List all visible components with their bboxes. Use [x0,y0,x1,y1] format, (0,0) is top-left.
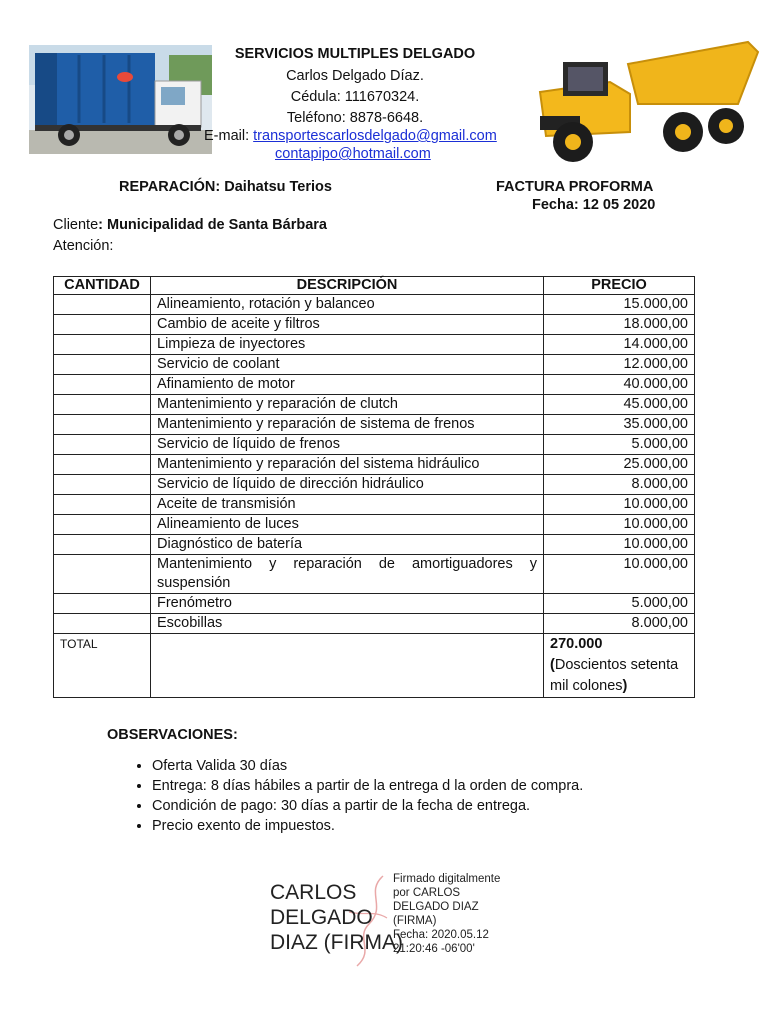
signature-info-line: DELGADO DIAZ [393,901,479,913]
qty-cell [54,555,151,594]
table-row [54,594,695,614]
qty-cell [54,515,151,535]
list-item: • Oferta Valida 30 días [152,756,732,776]
qty-cell [54,475,151,495]
attention-label: Atención: [53,238,114,254]
table-row [54,435,695,455]
table-row [54,535,695,555]
invoice-date: Fecha: 12 05 2020 [532,197,656,213]
qty-cell [54,535,151,555]
price-cell: 35.000,00 [544,415,695,435]
table-row [54,555,695,594]
garbage-truck-image [29,45,212,154]
qty-cell [54,355,151,375]
client-name: : Municipalidad de Santa Bárbara [98,217,327,233]
signature-info [393,872,500,956]
table-row [54,315,695,335]
desc-cell: Alineamiento de luces [151,515,544,535]
signature-info-line: Firmado digitalmente [393,873,501,885]
header-price: PRECIO [544,277,695,295]
price-cell: 8.000,00 [544,614,695,634]
qty-cell [54,295,151,315]
table-row [54,515,695,535]
invoice-type: FACTURA PROFORMA [496,179,654,195]
signature-name [270,880,403,955]
table-row [54,335,695,355]
client-line [53,217,327,233]
total-row [54,634,695,698]
desc-cell: Frenómetro [151,594,544,614]
desc-cell: Afinamiento de motor [151,375,544,395]
signature-name-line: DELGADO [270,906,373,929]
desc-cell: Mantenimiento y reparación de amortiguadores y suspensión [151,555,544,594]
qty-cell [54,335,151,355]
table-row [54,495,695,515]
signature-info-line: 21:20:46 -06'00' [393,943,475,955]
price-cell: 40.000,00 [544,375,695,395]
header-qty: CANTIDAD [54,277,151,295]
price-cell: 25.000,00 [544,455,695,475]
desc-cell: Cambio de aceite y filtros [151,315,544,335]
total-cell [544,634,695,698]
total-value: 270.000 [550,636,603,652]
paren-open: ( [550,657,555,673]
qty-cell [54,315,151,335]
email-link-2[interactable]: contapipo@hotmail.com [275,146,431,162]
table-header-row [54,277,695,295]
list-item: • Condición de pago: 30 días a partir de la fecha de entrega. [152,796,732,816]
total-empty-cell [151,634,544,698]
total-words: Doscientos setenta mil colones [550,657,679,694]
cedula: Cédula: 111670324. [290,89,420,105]
qty-cell [54,435,151,455]
email-line [204,126,524,146]
repair-title: REPARACIÓN: Daihatsu Terios [119,179,332,195]
total-label: TOTAL [54,634,151,698]
desc-cell: Servicio de coolant [151,355,544,375]
table-row [54,355,695,375]
table-row [54,415,695,435]
header-desc: DESCRIPCIÓN [151,277,544,295]
table-row [54,295,695,315]
items-table [53,276,695,698]
dump-truck-image [518,34,763,164]
observations-title: OBSERVACIONES: [107,727,238,743]
qty-cell [54,395,151,415]
price-cell: 10.000,00 [544,495,695,515]
client-label: Cliente [53,217,99,233]
desc-cell: Mantenimiento y reparación del sistema hidráulico [151,455,544,475]
price-cell: 5.000,00 [544,594,695,614]
signature-info-line: por CARLOS [393,887,461,899]
qty-cell [54,614,151,634]
signature-info-line: (FIRMA) [393,915,437,927]
list-item: • Precio exento de impuestos. [152,816,732,836]
desc-cell: Limpieza de inyectores [151,335,544,355]
price-cell: 5.000,00 [544,435,695,455]
qty-cell [54,415,151,435]
qty-cell [54,455,151,475]
signature-name-line: CARLOS [270,881,357,904]
price-cell: 18.000,00 [544,315,695,335]
qty-cell [54,495,151,515]
price-cell: 10.000,00 [544,535,695,555]
price-cell: 45.000,00 [544,395,695,415]
desc-cell: Mantenimiento y reparación de sistema de frenos [151,415,544,435]
company-name: SERVICIOS MULTIPLES DELGADO [234,46,476,62]
table-row [54,455,695,475]
list-item: • Entrega: 8 días hábiles a partir de la entrega d la orden de compra. [152,776,732,796]
price-cell: 14.000,00 [544,335,695,355]
table-row [54,375,695,395]
price-cell: 10.000,00 [544,555,695,594]
phone: Teléfono: 8878-6648. [286,110,424,126]
desc-cell: Diagnóstico de batería [151,535,544,555]
paren-close: ) [622,678,628,694]
desc-cell: Escobillas [151,614,544,634]
signature-name-line: DIAZ (FIRMA) [270,931,403,954]
price-cell: 10.000,00 [544,515,695,535]
table-row [54,395,695,415]
email-label: E-mail: [204,128,254,144]
desc-cell: Mantenimiento y reparación de clutch [151,395,544,415]
signature-info-line: Fecha: 2020.05.12 [393,929,489,941]
price-cell: 12.000,00 [544,355,695,375]
desc-cell: Alineamiento, rotación y balanceo [151,295,544,315]
table-row [54,475,695,495]
price-cell: 8.000,00 [544,475,695,495]
table-row [54,614,695,634]
qty-cell [54,375,151,395]
owner-name: Carlos Delgado Díaz. [286,68,424,84]
qty-cell [54,594,151,614]
email-link-1[interactable]: transportescarlosdelgado@gmail.com [253,128,497,144]
desc-cell: Servicio de líquido de dirección hidráulico [151,475,544,495]
desc-cell: Aceite de transmisión [151,495,544,515]
price-cell: 15.000,00 [544,295,695,315]
desc-cell: Servicio de líquido de frenos [151,435,544,455]
total-words-line [550,655,688,697]
observations-list [112,756,732,836]
